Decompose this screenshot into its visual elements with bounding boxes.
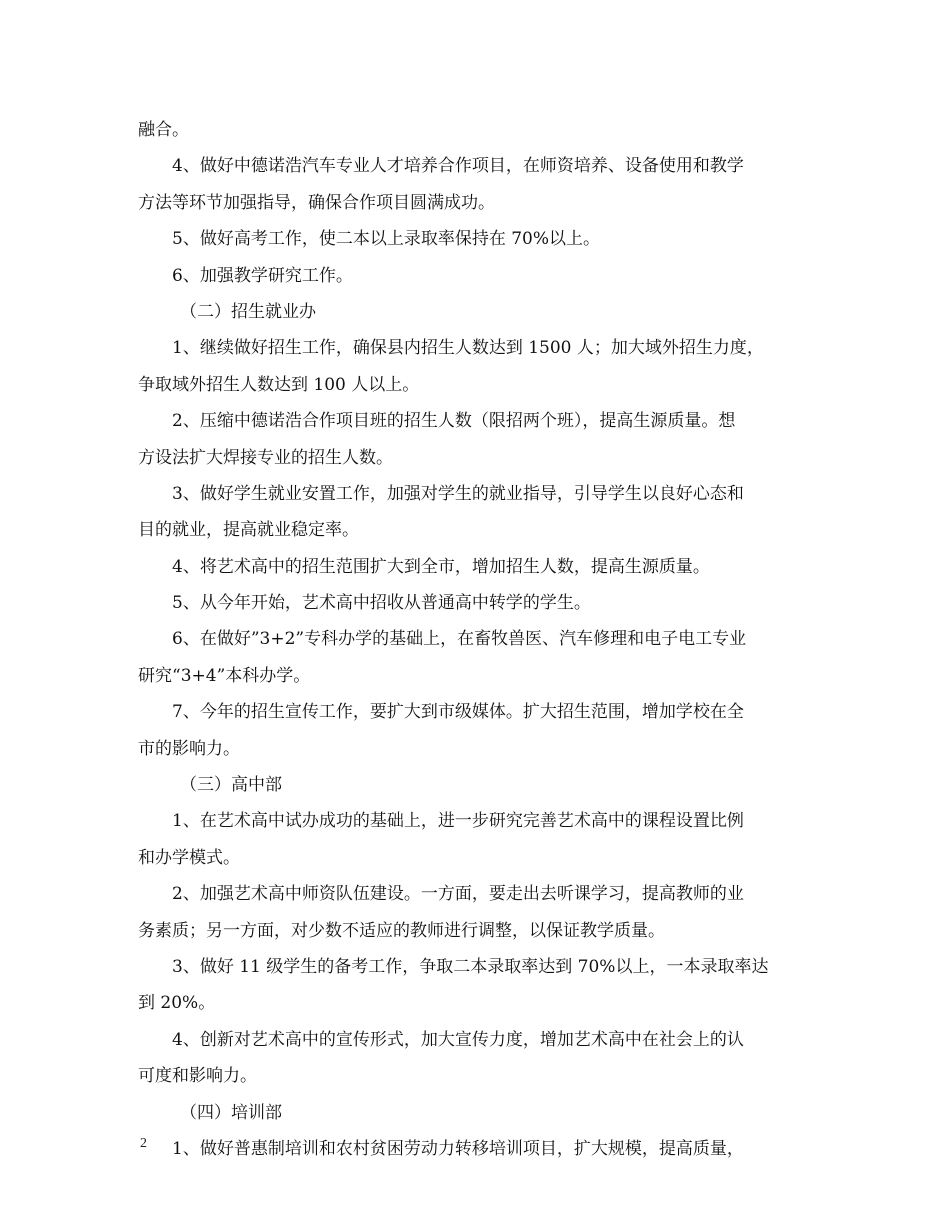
text-line: 5、做好高考工作，使二本以上录取率保持在 70%以上。 bbox=[172, 229, 601, 250]
text-line: 2、压缩中德诺浩合作项目班的招生人数（限招两个班），提高生源质量。想 bbox=[172, 411, 736, 432]
text-line: 方法等环节加强指导，确保合作项目圆满成功。 bbox=[138, 192, 495, 213]
text-line: 争取域外招生人数达到 100 人以上。 bbox=[138, 374, 420, 395]
page-number: 2 bbox=[140, 1136, 147, 1151]
text-line: 6、在做好”3+2”专科办学的基础上，在畜牧兽医、汽车修理和电子电工专业 bbox=[172, 629, 747, 650]
text-line: 1、做好普惠制培训和农村贫困劳动力转移培训项目，扩大规模，提高质量， bbox=[172, 1138, 744, 1159]
text-line: 可度和影响力。 bbox=[138, 1066, 257, 1087]
text-line: 1、继续做好招生工作，确保县内招生人数达到 1500 人；加大域外招生力度， bbox=[172, 338, 764, 359]
text-line: 3、做好学生就业安置工作，加强对学生的就业指导，引导学生以良好心态和 bbox=[172, 483, 744, 504]
text-line: 方设法扩大焊接专业的招生人数。 bbox=[138, 447, 393, 468]
text-line: 务素质；另一方面，对少数不适应的教师进行调整，以保证教学质量。 bbox=[138, 920, 665, 941]
text-line: 4、做好中德诺浩汽车专业人才培养合作项目，在师资培养、设备使用和教学 bbox=[172, 156, 744, 177]
text-line: 5、从今年开始，艺术高中招收从普通高中转学的学生。 bbox=[172, 593, 591, 614]
text-line: 4、创新对艺术高中的宣传形式，加大宣传力度，增加艺术高中在社会上的认 bbox=[172, 1029, 744, 1050]
text-line: 研究“3+4”本科办学。 bbox=[138, 665, 311, 686]
section-heading: （四）培训部 bbox=[180, 1102, 282, 1123]
section-heading: （三）高中部 bbox=[180, 775, 282, 796]
text-line: 融合。 bbox=[138, 120, 189, 140]
text-line: 1、在艺术高中试办成功的基础上，进一步研究完善艺术高中的课程设置比例 bbox=[172, 811, 744, 832]
text-line: 和办学模式。 bbox=[138, 847, 240, 868]
text-line: 6、加强教学研究工作。 bbox=[172, 265, 353, 286]
section-heading: （二）招生就业办 bbox=[180, 301, 316, 322]
text-line: 3、做好 11 级学生的备考工作，争取二本录取率达到 70%以上，一本录取率达 bbox=[172, 956, 769, 977]
text-line: 市的影响力。 bbox=[138, 738, 240, 759]
text-line: 7、今年的招生宣传工作，要扩大到市级媒体。扩大招生范围，增加学校在全 bbox=[172, 702, 744, 723]
text-line: 4、将艺术高中的招生范围扩大到全市，增加招生人数，提高生源质量。 bbox=[172, 556, 710, 577]
text-line: 目的就业，提高就业稳定率。 bbox=[138, 520, 359, 541]
document-body bbox=[138, 112, 818, 1167]
text-line: 到 20%。 bbox=[138, 993, 216, 1014]
text-line: 2、加强艺术高中师资队伍建设。一方面，要走出去听课学习，提高教师的业 bbox=[172, 884, 744, 905]
